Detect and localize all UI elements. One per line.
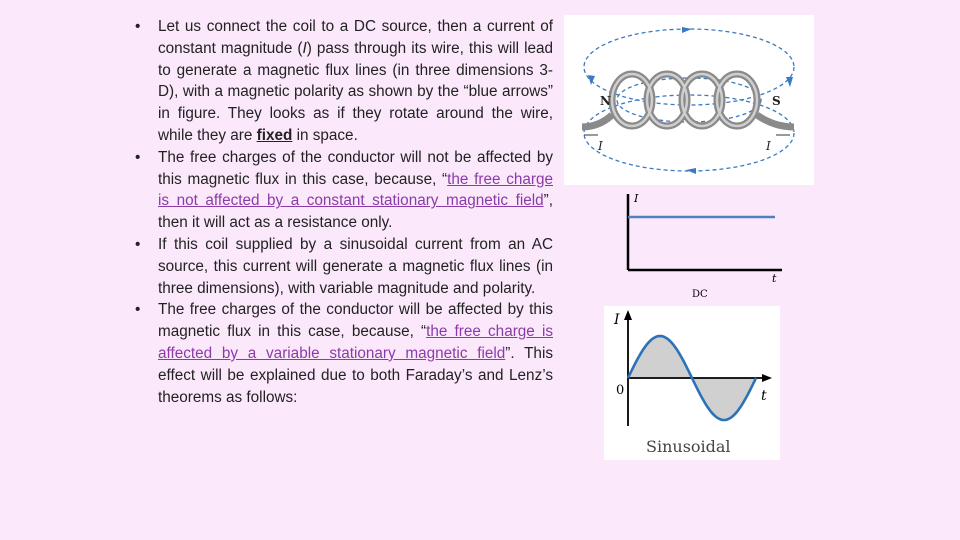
dc-x-label: t [772, 272, 777, 285]
sin-y-label: I [614, 312, 620, 328]
north-label: N [600, 94, 611, 108]
sin-y-arrow [624, 310, 632, 320]
current-label-right: I [766, 139, 771, 153]
flux-arrows [588, 27, 793, 174]
constant-field-link[interactable]: the free charge is not affected by a constant stationary magnetic field [158, 170, 553, 210]
bullet-ac-source: • If this coil supplied by a sinusoidal current from an AC source, this current will generate a magnetic flux lines (in three dimensions), with variable magnitude and polarity. [135, 235, 553, 297]
sin-x-arrow [762, 374, 772, 382]
sin-origin-label: 0 [616, 383, 625, 398]
variable-field-link[interactable]: the free charge is affected by a variable stationary magnetic field [158, 323, 553, 362]
bullet-dc-connection: • Let us connect the coil to a DC source, then a current of constant magnitude (I) pass through its wire, this will lead to generate a magnetic flux lines (in three dimensions 3-D), with a magnetic polarity as shown by the “blue arrows” in figure. They looks as if they rotate around the wire, while they are fixed in space. [135, 18, 553, 144]
sin-x-label: t [761, 388, 767, 404]
bullet-marker: • [135, 301, 141, 319]
coil-windings [612, 74, 757, 126]
sin-caption: Sinusoidal [646, 437, 731, 456]
bullet-marker: • [135, 18, 141, 35]
dc-y-label: I [634, 192, 639, 205]
current-label-left: I [598, 139, 603, 153]
text-content [135, 16, 553, 408]
dc-caption: DC [692, 289, 708, 300]
south-label: S [772, 94, 781, 108]
bullet-marker: • [135, 148, 141, 166]
bullet-marker: • [135, 235, 141, 253]
dc-current-graph [610, 190, 790, 300]
sinusoidal-figure [604, 306, 780, 460]
bullet-variable-field: • The free charges of the conductor will be affected by this magnetic flux in this case, because, “the free charge is affected by a variable stationary magnetic field”. This effect will be explained due to both Faraday’s and Lenz’s theorems as follows: [135, 301, 553, 406]
fixed-emphasis: fixed [256, 126, 293, 144]
coil-figure [564, 15, 814, 185]
bullet-constant-field: • The free charges of the conductor will not be affected by this magnetic flux in this case, because, “the free charge is not affected by a constant stationary magnetic field”, then it will act as a resistance only. [135, 148, 553, 232]
